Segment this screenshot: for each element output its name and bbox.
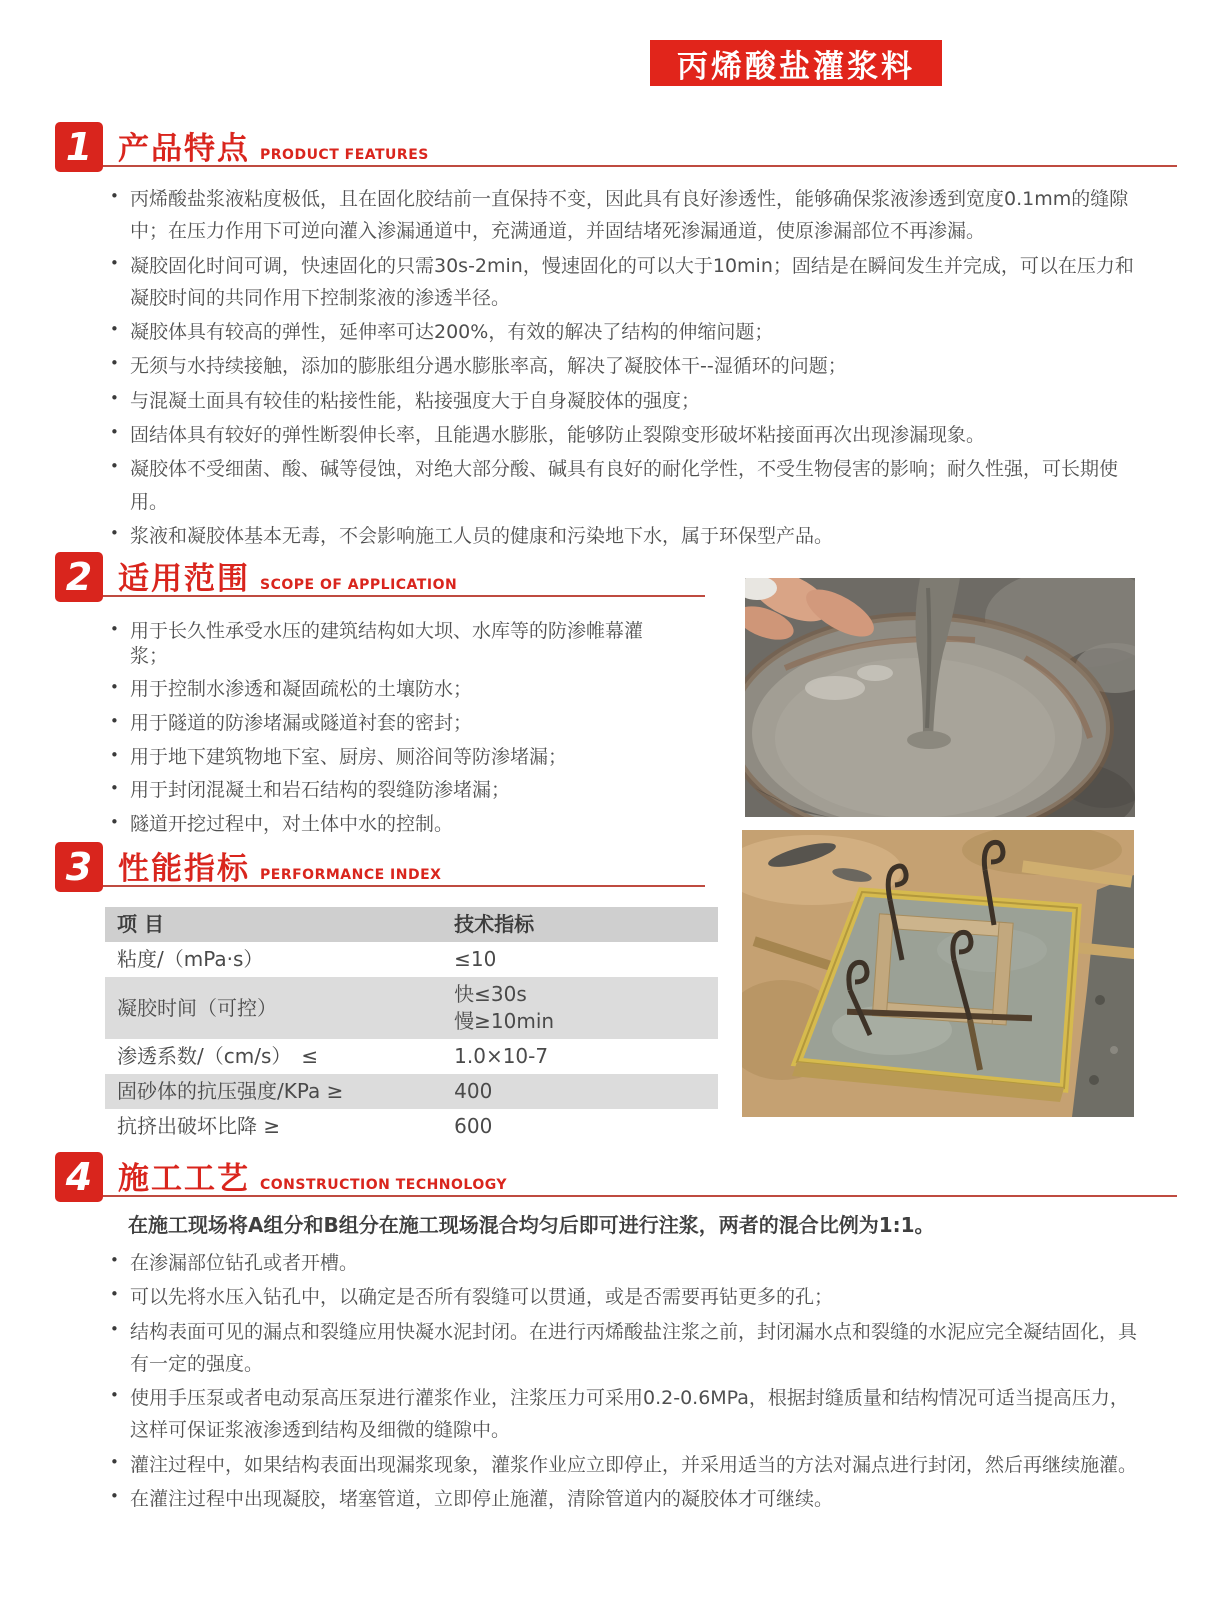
section-3-title: 性能指标 [118, 851, 250, 887]
list-item: • 可以先将水压入钻孔中，以确定是否所有裂缝可以贯通，或是否需要再钻更多的孔； [108, 1281, 1140, 1313]
list-item: • 凝胶体具有较高的弹性，延伸率可达200%，有效的解决了结构的伸缩问题； [108, 316, 1140, 348]
gel-time-fast-value: 快≤30s [454, 982, 527, 1006]
list-item: • 在灌注过程中出现凝胶，堵塞管道，立即停止施灌，清除管道内的凝胶体才可继续。 [108, 1483, 1140, 1515]
list-item: • 用于地下建筑物地下室、厨房、厕浴间等防渗堵漏； [108, 745, 665, 770]
table-cell-item: 渗透系数/（cm/s） ≤ [117, 1044, 319, 1068]
list-item: • 在渗漏部位钻孔或者开槽。 [108, 1247, 1140, 1279]
grout-mixing-photo [745, 578, 1135, 817]
table-header-row [105, 907, 718, 942]
construction-steps-list [108, 1247, 1177, 1515]
section-scope-of-application [0, 552, 720, 846]
list-item: • 凝胶固化时间可调，快速固化的只需30s-2min，慢速固化的可以大于10min；固结是在瞬间发生并完成，可以在压力和凝胶时间的共同作用下控制浆液的渗透半径。 [108, 250, 1140, 315]
section-4-header [55, 1152, 1177, 1197]
mixing-ratio-note: 在施工现场将A组分和B组分在施工现场混合均匀后即可进行注浆，两者的混合比例为1:1。 [128, 1213, 935, 1237]
table-cell-value: ≤10 [454, 947, 497, 971]
section-2-header [55, 552, 705, 597]
section-2-number-badge: 2 [55, 552, 103, 602]
list-item: • 与混凝土面具有较佳的粘接性能，粘接强度大于自身凝胶体的强度； [108, 385, 1140, 417]
list-item: • 无须与水持续接触，添加的膨胀组分遇水膨胀率高，解决了凝胶体干--湿循环的问题； [108, 350, 1140, 382]
table-cell-value: 1.0×10-7 [454, 1044, 549, 1068]
section-1-header [55, 122, 1177, 167]
section-3-subtitle: PERFORMANCE INDEX [260, 867, 442, 883]
list-item: • 灌注过程中，如果结构表面出现漏浆现象，灌浆作业应立即停止，并采用适当的方法对漏点进行封闭，然后再继续施灌。 [108, 1449, 1140, 1481]
table-row [105, 1109, 718, 1144]
scope-list [108, 619, 665, 837]
product-features-list [108, 183, 1177, 552]
gel-time-slow-value: 慢≥10min [454, 1009, 555, 1033]
table-row [105, 1039, 718, 1074]
section-3-header [55, 842, 705, 887]
list-item: • 隧道开挖过程中，对土体中水的控制。 [108, 812, 665, 837]
list-item: • 用于封闭混凝土和岩石结构的裂缝防渗堵漏； [108, 778, 665, 803]
list-item: • 凝胶体不受细菌、酸、碱等侵蚀，对绝大部分酸、碱具有良好的耐化学性，不受生物侵害的影响；耐久性强，可长期使用。 [108, 453, 1140, 518]
table-row [105, 942, 718, 977]
table-cell-value [442, 977, 718, 1039]
section-1-title: 产品特点 [118, 131, 250, 167]
list-item: • 使用手压泵或者电动泵高压泵进行灌浆作业，注浆压力可采用0.2-0.6MPa，根据封缝质量和结构情况可适当提高压力，这样可保证浆液渗透到结构及细微的缝隙中。 [108, 1382, 1140, 1447]
section-1-number-badge: 1 [55, 122, 103, 172]
table-cell-value: 600 [454, 1114, 493, 1138]
table-cell-item: 固砂体的抗压强度/KPa ≥ [105, 1074, 442, 1109]
section-4-subtitle: CONSTRUCTION TECHNOLOGY [260, 1177, 508, 1193]
section-product-features [0, 122, 1232, 554]
grouting-formwork-photo [742, 830, 1134, 1117]
table-row [105, 977, 718, 1039]
list-item: • 用于隧道的防渗堵漏或隧道衬套的密封； [108, 711, 665, 736]
column-header-spec: 技术指标 [442, 907, 718, 942]
table-cell-item: 凝胶时间（可控） [105, 977, 442, 1039]
product-title: 丙烯酸盐灌浆料 [677, 48, 915, 85]
list-item: • 浆液和凝胶体基本无毒，不会影响施工人员的健康和污染地下水，属于环保型产品。 [108, 520, 1140, 552]
product-title-banner [650, 40, 942, 86]
section-1-subtitle: PRODUCT FEATURES [260, 147, 429, 163]
section-3-number-badge: 3 [55, 842, 103, 892]
list-item: • 结构表面可见的漏点和裂缝应用快凝水泥封闭。在进行丙烯酸盐注浆之前，封闭漏水点和裂缝的水泥应完全凝结固化，具有一定的强度。 [108, 1316, 1140, 1381]
performance-index-table [105, 907, 718, 1144]
section-2-subtitle: SCOPE OF APPLICATION [260, 577, 458, 593]
grout-mixing-illustration [745, 578, 1135, 817]
table-cell-value: 400 [442, 1074, 718, 1109]
table-cell-item: 粘度/（mPa·s） [117, 947, 264, 971]
list-item: • 用于控制水渗透和凝固疏松的土壤防水； [108, 677, 665, 702]
column-header-item: 项 目 [105, 907, 442, 942]
section-4-title: 施工工艺 [118, 1161, 250, 1197]
section-2-title: 适用范围 [118, 561, 250, 597]
table-cell-item: 抗挤出破坏比降 ≥ [117, 1114, 281, 1138]
list-item: • 固结体具有较好的弹性断裂伸长率，且能遇水膨胀，能够防止裂隙变形破坏粘接面再次出现渗漏现象。 [108, 419, 1140, 451]
section-4-number-badge: 4 [55, 1152, 103, 1202]
section-construction-technology [0, 1152, 1232, 1517]
table-row [105, 1074, 718, 1109]
list-item: • 丙烯酸盐浆液粘度极低，且在固化胶结前一直保持不变，因此具有良好渗透性，能够确保浆液渗透到宽度0.1mm的缝隙中；在压力作用下可逆向灌入渗漏通道中，充满通道，并固结堵死渗漏通道，使原渗漏部位不再渗漏。 [108, 183, 1140, 248]
section-performance-index [0, 842, 720, 1144]
grouting-formwork-illustration [742, 830, 1134, 1117]
list-item: • 用于长久性承受水压的建筑结构如大坝、水库等的防渗帷幕灌浆； [108, 619, 665, 668]
